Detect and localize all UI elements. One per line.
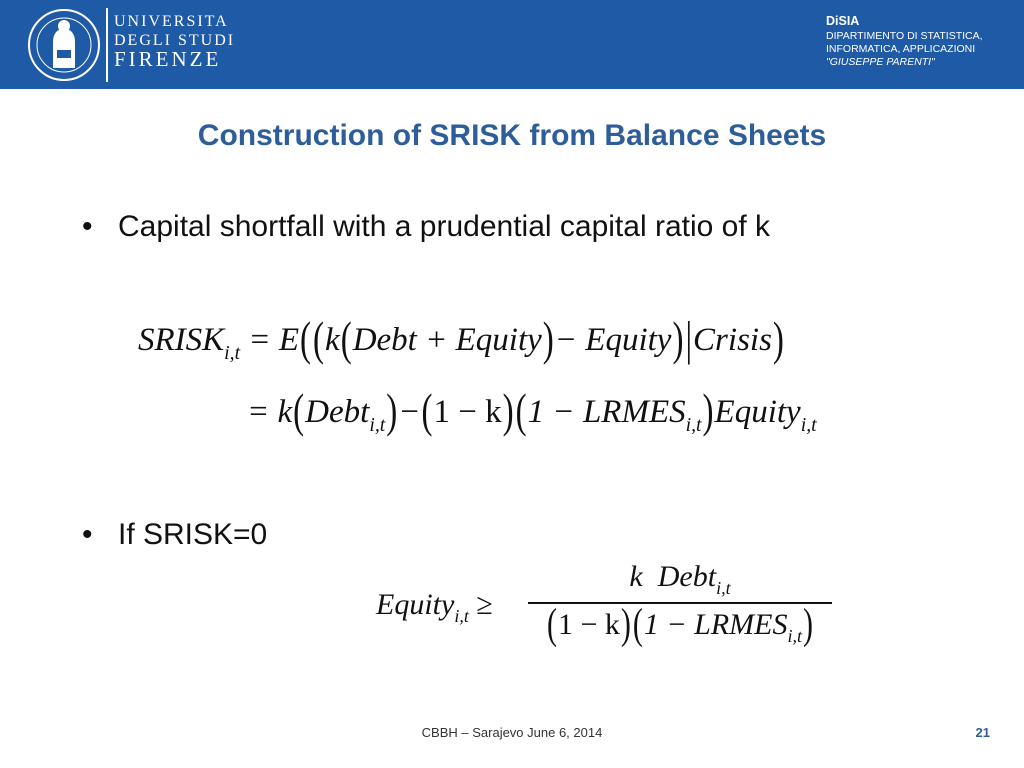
header-band [0,0,1024,89]
bullet-item-2 [82,518,267,552]
fraction-numerator [528,560,832,600]
bullet-dot: • [82,518,93,551]
fraction [528,560,832,649]
one-minus-lrmes: 1 − LRMES [643,608,788,641]
one-minus-k: 1 − k [557,608,620,641]
department-line-1: DIPARTIMENTO DI STATISTICA, [826,30,983,42]
inequality-lhs [376,588,493,627]
page-number: 21 [975,725,990,740]
k-symbol: k [629,560,643,593]
university-line-3: FIRENZE [114,47,222,71]
university-seal-icon [27,8,101,82]
subscript: i,t [454,606,469,627]
bullet-item-1 [82,210,770,244]
srisk-equation-line-1: $SRISK_{i,t}$ = E((k(Debt + Equity)− Equity)|Crisis) [138,313,784,366]
geq-sign: ≥ [476,588,493,621]
srisk-equation-line-2: = k(Debt$_{i,t}$)−(1 − $k)(1 - LRMES_{i,t})Equity_{i,t}$ [247,385,817,438]
one-minus-k: 1 − k [433,394,502,430]
brand-divider [106,8,108,82]
bullet-dot: • [82,210,93,243]
subscript: i,t [224,341,241,364]
bullet-text-2: If SRISK=0 [118,518,268,551]
department-name: DiSIA [826,14,860,28]
crisis-symbol: Crisis [693,322,772,358]
fraction-denominator: $(1 - k)(1 - LRMES_{i,t})$ [546,600,813,649]
debt-symbol: Debt [305,394,370,430]
subscript: i,t [787,626,802,647]
equity-symbol: Equity [714,394,801,430]
footer-text: CBBH – Sarajevo June 6, 2014 [421,725,603,740]
department-line-3: "GIUSEPPE PARENTI" [826,56,935,68]
fraction-bar [528,602,832,604]
minus-equity: − Equity [554,322,672,358]
subscript: i,t [716,578,731,599]
srisk-symbol: SRISK [138,322,225,358]
slide-title: Construction of SRISK from Balance Sheets [197,119,827,152]
equals-k: = k [247,394,293,430]
university-wordmark [114,12,235,69]
bullet-text-1: Capital shortfall with a prudential capital ratio of k [118,210,771,243]
debt-symbol: Debt [657,560,717,593]
department-block [826,15,983,69]
one-minus-lrmes: 1 − LRMES [527,394,686,430]
k-symbol: k [325,322,340,358]
expectation-operator: = E [248,322,300,358]
department-line-2: INFORMATICA, APPLICAZIONI [826,43,976,55]
subscript: i,t [685,413,702,436]
university-line-2: DEGLI STUDI [114,32,236,49]
equity-symbol: Equity [376,588,455,621]
minus-sign: − [398,394,421,430]
subscript: i,t [369,413,386,436]
debt-plus-equity: Debt + Equity [352,322,542,358]
university-line-1: UNIVERSITA [114,13,229,30]
subscript: i,t [800,413,817,436]
